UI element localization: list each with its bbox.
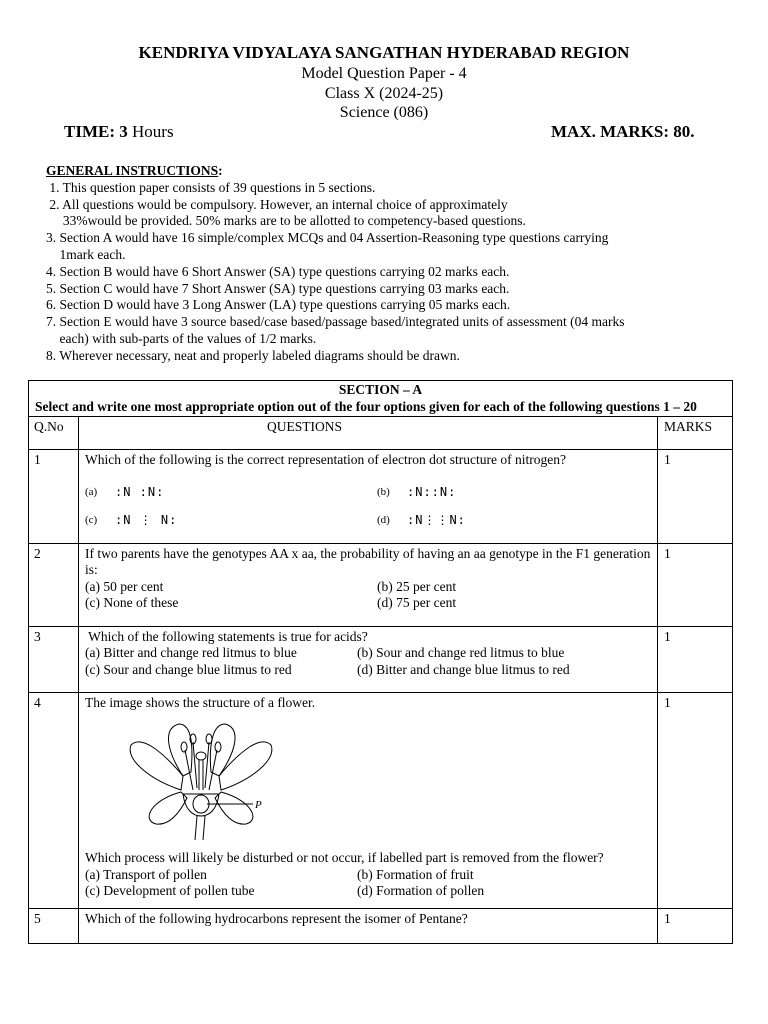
- option-d: (d) 75 per cent: [377, 595, 457, 610]
- question-text: Which process will likely be disturbed or not occur, if labelled part is removed from the flower?: [85, 850, 604, 865]
- option-c: (c) Sour and change blue litmus to red: [85, 661, 292, 677]
- figure-label: P: [255, 798, 262, 811]
- marks-header: MARKS: [658, 417, 733, 450]
- option-list: [85, 645, 651, 678]
- option-b: (b) Formation of fruit: [357, 866, 474, 882]
- instruction-item: 1. This question paper consists of 39 questions in 5 sections.: [46, 179, 376, 195]
- instruction-item: 2. All questions would be compulsory. However, an internal choice of approximately: [46, 196, 508, 212]
- question-marks: 1: [658, 626, 733, 693]
- organization-title: KENDRIYA VIDYALAYA SANGATHAN HYDERABAD REGION: [138, 43, 630, 62]
- option-d: (d) :N⋮⋮N:: [377, 513, 466, 528]
- paper-header: [0, 42, 768, 123]
- time-info: [64, 122, 174, 142]
- instruction-item: each) with sub-parts of the values of 1/2 marks.: [46, 330, 317, 346]
- instruction-item: 33%would be provided. 50% marks are to be allotted to competency-based questions.: [46, 213, 526, 229]
- instruction-item: 6. Section D would have 3 Long Answer (LA) type questions carrying 05 marks each.: [46, 297, 511, 313]
- question-number: 4: [29, 693, 79, 909]
- instruction-item: 5. Section C would have 7 Short Answer (SA) type questions carrying 03 marks each.: [46, 280, 510, 296]
- question-text: The image shows the structure of a flower.: [85, 695, 316, 710]
- instructions-title: GENERAL INSTRUCTIONS:: [46, 163, 223, 178]
- flower-diagram: [121, 720, 281, 840]
- question-text: Which of the following is the correct representation of electron dot structure of nitrogen?: [85, 452, 566, 467]
- option-list: [85, 867, 651, 900]
- option-list: [85, 479, 651, 535]
- question-text: If two parents have the genotypes AA x aa, the probability of having an aa genotype in the F1 generation is:: [85, 545, 651, 577]
- option-d: (d) Bitter and change blue litmus to red: [357, 661, 570, 677]
- question-table: [28, 380, 733, 944]
- option-a: (a) 50 per cent: [85, 578, 164, 594]
- table-row: [29, 908, 733, 943]
- electron-dot-formula: :N⋮⋮N:: [407, 513, 466, 528]
- time-label: TIME:: [64, 122, 115, 141]
- option-d: (d) Formation of pollen: [357, 883, 485, 898]
- option-c: (c) None of these: [85, 595, 179, 610]
- electron-dot-formula: :N ⋮ N:: [115, 513, 178, 528]
- table-row: [29, 543, 733, 626]
- question-marks: 1: [658, 693, 733, 909]
- option-b: (b) :N::N:: [377, 485, 457, 500]
- section-title: SECTION – A: [338, 382, 423, 397]
- question-number: 5: [29, 908, 79, 943]
- class-title: Class X (2024-25): [324, 84, 444, 102]
- option-c: (c) :N ⋮ N:: [85, 513, 178, 528]
- question-number: 1: [29, 450, 79, 544]
- question-marks: 1: [658, 450, 733, 544]
- instruction-item: 1mark each.: [46, 246, 126, 262]
- time-unit: Hours: [132, 122, 174, 141]
- column-header-row: [29, 417, 733, 450]
- question-marks: 1: [658, 908, 733, 943]
- instruction-item: 8. Wherever necessary, neat and properly labeled diagrams should be drawn.: [46, 347, 460, 363]
- question-number: 3: [29, 626, 79, 693]
- option-a: (a) Bitter and change red litmus to blue: [85, 645, 297, 660]
- table-row: [29, 626, 733, 693]
- electron-dot-formula: :N :N:: [115, 485, 165, 500]
- question-text: Which of the following hydrocarbons represent the isomer of Pentane?: [79, 908, 658, 943]
- option-b: (b) 25 per cent: [377, 578, 457, 594]
- section-instruction: Select and write one most appropriate option out of the four options given for each of the following questions 1 – 20: [35, 398, 697, 414]
- electron-dot-formula: :N::N:: [407, 485, 457, 500]
- instruction-item: 4. Section B would have 6 Short Answer (SA) type questions carrying 02 marks each.: [46, 263, 510, 279]
- option-list: [85, 579, 651, 612]
- questions-header: QUESTIONS: [79, 417, 658, 450]
- question-marks: 1: [658, 543, 733, 626]
- general-instructions: [46, 163, 726, 365]
- instruction-item: 3. Section A would have 16 simple/complex MCQs and 04 Assertion-Reasoning type questions carrying: [46, 230, 609, 246]
- table-row: [29, 450, 733, 544]
- instruction-item: 7. Section E would have 3 source based/case based/passage based/integrated units of assessment (04 marks: [46, 314, 625, 330]
- option-c: (c) Development of pollen tube: [85, 883, 255, 898]
- option-a: (a) :N :N:: [85, 485, 165, 500]
- option-b: (b) Sour and change red litmus to blue: [357, 645, 565, 660]
- table-row: [29, 693, 733, 909]
- question-number: 2: [29, 543, 79, 626]
- question-text: Which of the following statements is true for acids?: [85, 628, 368, 644]
- time-value: 3: [119, 122, 128, 141]
- subject-title: Science (086): [339, 104, 429, 121]
- qno-header: Q.No: [29, 417, 79, 450]
- paper-title: Model Question Paper - 4: [301, 65, 467, 82]
- max-marks: MAX. MARKS: 80.: [551, 122, 695, 141]
- option-a: (a) Transport of pollen: [85, 866, 207, 882]
- section-header-row: [29, 381, 733, 417]
